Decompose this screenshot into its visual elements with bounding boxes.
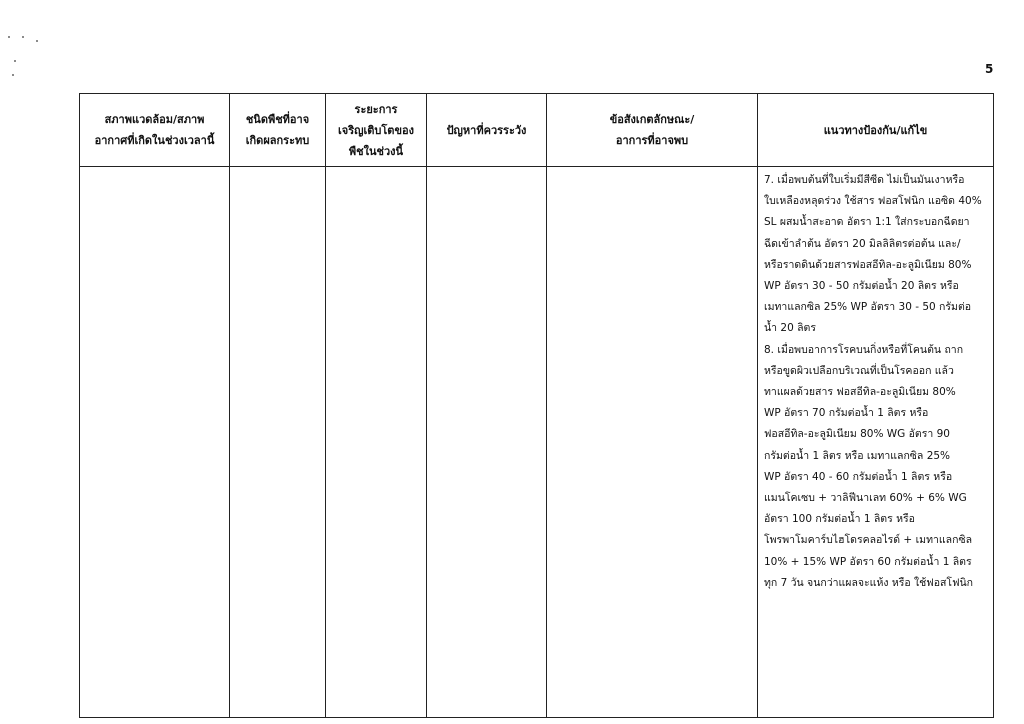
measure-line: WP อัตรา 40 - 60 กรัมต่อน้ำ 1 ลิตร หรือ: [764, 470, 953, 483]
header-row: [80, 94, 994, 167]
header-line: อากาศที่เกิดในช่วงเวลานี้: [94, 134, 215, 147]
header-line: เจริญเติบโตของ: [338, 123, 414, 137]
measure-line: 8. เมื่อพบอาการโรคบนกิ่งหรือที่โคนต้น ถาก: [764, 343, 964, 356]
measure-line: WP อัตรา 70 กรัมต่อน้ำ 1 ลิตร หรือ: [764, 407, 929, 420]
cell-prevention: [758, 167, 994, 718]
cell-environment: [80, 167, 230, 718]
header-line: สภาพแวดล้อม/สภาพ: [104, 113, 205, 126]
header-environment: [80, 94, 230, 167]
header-line: แนวทางป้องกัน/แก้ไข: [823, 123, 928, 137]
scan-speck: [12, 74, 14, 76]
measure-line: แมนโคเซบ + วาลิฟีนาเลท 60% + 6% WG: [764, 492, 967, 505]
recommendation-table: [79, 93, 994, 718]
measure-line: โพรพาโมคาร์บไฮโดรคลอไรด์ + เมทาแลกซิล: [764, 534, 973, 547]
scan-speck: [14, 60, 16, 62]
scan-speck: [8, 36, 10, 38]
measure-line: หรือราดดินด้วยสารฟอสอีทิล-อะลูมิเนียม 80%: [764, 258, 972, 271]
header-line: พืชในช่วงนี้: [348, 144, 404, 158]
measure-line: หรือขูดผิวเปลือกบริเวณที่เป็นโรคออก แล้ว: [764, 364, 954, 377]
header-line: ชนิดพืชที่อาจ: [245, 113, 310, 126]
measure-line: 10% + 15% WP อัตรา 60 กรัมต่อน้ำ 1 ลิตร: [764, 555, 972, 568]
scan-speck: [36, 40, 38, 42]
measure-line: WP อัตรา 30 - 50 กรัมต่อน้ำ 20 ลิตร หรือ: [764, 280, 959, 293]
header-line: ระยะการ: [354, 102, 398, 116]
measure-line: ฉีดเข้าลำต้น อัตรา 20 มิลลิลิตรต่อต้น และ/: [764, 237, 961, 250]
header-line: อาการที่อาจพบ: [615, 134, 689, 147]
measure-line: 7. เมื่อพบต้นที่ใบเริ่มมีสีซีด ไม่เป็นมันเงาหรือ: [764, 174, 965, 186]
measure-line: ทาแผลด้วยสาร ฟอสอีทิล-อะลูมิเนียม 80%: [764, 386, 956, 399]
measure-line: กรัมต่อน้ำ 1 ลิตร หรือ เมทาแลกซิล 25%: [764, 449, 951, 462]
header-growth-stage: [326, 94, 427, 167]
measure-line: ฟอสอีทิล-อะลูมิเนียม 80% WG อัตรา 90: [764, 428, 950, 441]
cell-problems: [427, 167, 547, 718]
measure-line: เมทาแลกซิล 25% WP อัตรา 30 - 50 กรัมต่อ: [764, 301, 972, 314]
measure-line: น้ำ 20 ลิตร: [764, 322, 817, 335]
measure-line: ใบเหลืองหลุดร่วง ใช้สาร ฟอสโฟนิก แอซิด 40%: [764, 195, 982, 208]
cell-affected-crop: [230, 167, 326, 718]
cell-symptoms: [547, 167, 758, 718]
scan-specks: [0, 0, 60, 80]
measure-item: [764, 170, 989, 340]
header-prevention: [758, 94, 994, 167]
header-symptoms: [547, 94, 758, 167]
header-affected-crop: [230, 94, 326, 167]
page-number: 5: [985, 62, 994, 76]
prevention-list: [758, 167, 993, 594]
header-line: ข้อสังเกตลักษณะ/: [609, 113, 695, 126]
measure-line: SL ผสมน้ำสะอาด อัตรา 1:1 ใส่กระบอกฉีดยา: [764, 216, 970, 229]
header-line: ปัญหาที่ควรระวัง: [446, 123, 527, 137]
table-row: [80, 167, 994, 718]
measure-item: [764, 340, 989, 594]
measure-line: ทุก 7 วัน จนกว่าแผลจะแห้ง หรือ ใช้ฟอสโฟนิก: [764, 576, 974, 589]
header-problems: [427, 94, 547, 167]
cell-growth-stage: [326, 167, 427, 718]
header-line: เกิดผลกระทบ: [245, 134, 310, 147]
measure-line: อัตรา 100 กรัมต่อน้ำ 1 ลิตร หรือ: [764, 513, 915, 526]
scan-speck: [22, 36, 24, 38]
